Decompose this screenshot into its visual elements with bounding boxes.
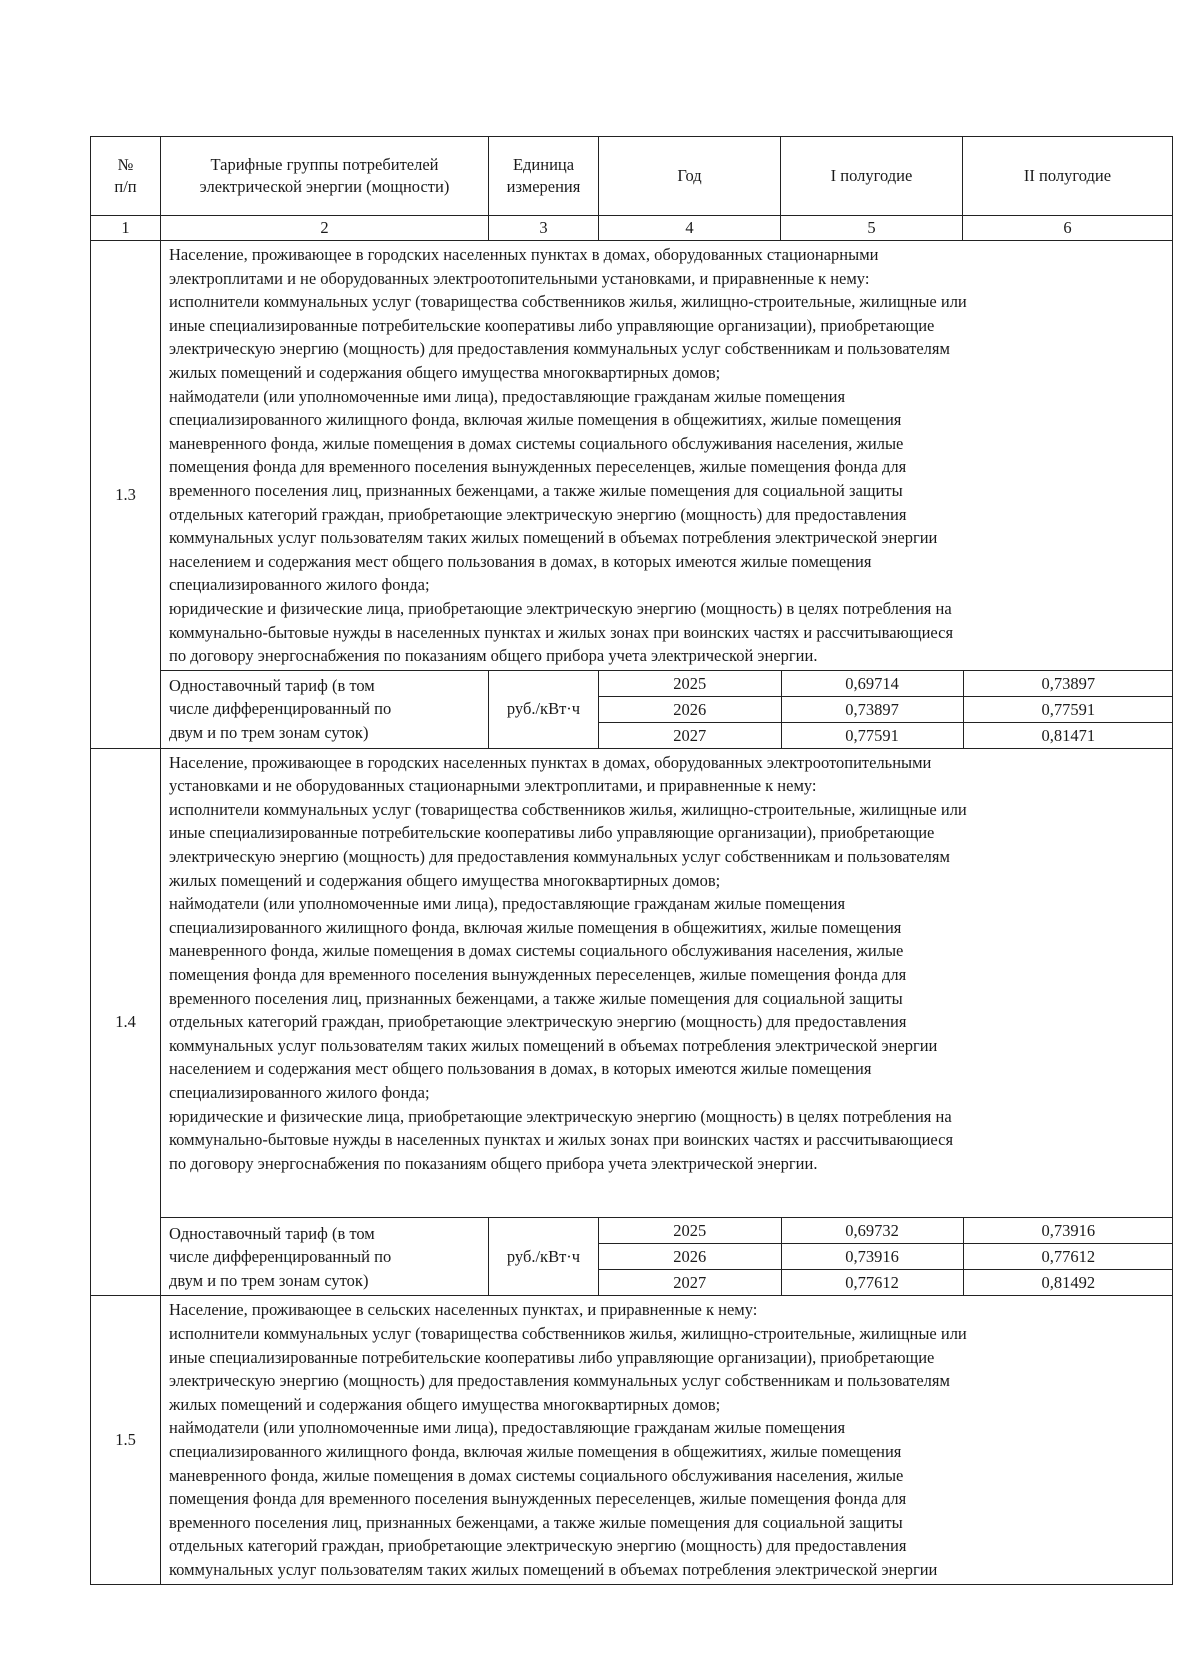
description-line: электроплитами и не оборудованных электроотопительными установками, и приравненные к нему: <box>169 268 870 288</box>
description-line: исполнители коммунальных услуг (товарищества собственников жилья, жилищно-строительные, жилищные или <box>169 799 967 819</box>
description-line: электрическую энергию (мощность) для предоставления коммунальных услуг собственникам и пользователям <box>169 339 950 359</box>
header-unit: Единица измерения <box>489 137 599 216</box>
tariff-half1-value: 0,73897 <box>781 696 963 722</box>
description-line: иные специализированные потребительские кооперативы либо управляющие организации), приобретающие <box>169 315 935 335</box>
description-line: специализированного жилищного фонда, включая жилые помещения в общежитиях, жилые помещения <box>169 410 902 430</box>
description-line: отдельных категорий граждан, приобретающие электрическую энергию (мощность) для предоставления <box>169 1012 907 1032</box>
tariff-half2-value: 0,73916 <box>963 1218 1173 1244</box>
tariff-values <box>599 1218 1173 1296</box>
description-line: специализированного жилого фонда; <box>169 1083 430 1102</box>
description-line: отдельных категорий граждан, приобретающие электрическую энергию (мощность) для предоставления <box>169 1536 907 1556</box>
tariff-half2-value: 0,77591 <box>963 696 1173 722</box>
description-line: временного поселения лиц, признанных беженцами, а также жилые помещения для социальной защиты <box>169 1512 903 1532</box>
tariff-table <box>90 136 1173 1585</box>
description-line: населением и содержания мест общего пользования в домах, в которых имеются жилые помещения <box>169 551 872 571</box>
tariff-year: 2027 <box>673 725 707 745</box>
tariff-label-line: Одноставочный тариф (в том <box>169 1223 375 1243</box>
tariff-values-table <box>599 1218 1173 1295</box>
tariff-half1-value: 0,73916 <box>781 1244 963 1270</box>
description-line: иные специализированные потребительские кооперативы либо управляющие организации), приобретающие <box>169 823 935 843</box>
tariff-label-line: числе дифференцированный по <box>169 1247 392 1267</box>
description-line: помещения фонда для временного поселения вынужденных переселенцев, жилые помещения фонда для <box>169 457 907 477</box>
column-index: 6 <box>963 216 1173 241</box>
header-row <box>91 137 1173 216</box>
description-line: маневренного фонда, жилые помещения в домах системы социального обслуживания населения, жилые <box>169 1465 904 1485</box>
column-index-row <box>91 216 1173 241</box>
header-year: Год <box>599 137 781 216</box>
tariff-values-table <box>599 671 1173 748</box>
column-index: 2 <box>161 216 489 241</box>
description-line: наймодатели (или уполномоченные ими лица), предоставляющие гражданам жилые помещения <box>169 386 846 406</box>
column-index: 1 <box>91 216 161 241</box>
tariff-label-line: числе дифференцированный по <box>169 699 392 719</box>
column-index: 3 <box>489 216 599 241</box>
description-line: коммунально-бытовые нужды в населенных пунктах и жилых зонах при воинских частях и рассчитывающиеся <box>169 1130 954 1150</box>
description-line: маневренного фонда, жилые помещения в домах системы социального обслуживания населения, жилые <box>169 941 904 961</box>
section-description-row <box>91 241 1173 671</box>
tariff-year-row <box>599 671 1173 697</box>
description-line: коммунальных услуг пользователям таких жилых помещений в объемах потребления электрической энергии <box>169 1035 938 1055</box>
description-line: коммунальных услуг пользователям таких жилых помещений в объемах потребления электрической энергии <box>169 528 938 548</box>
tariff-year-row <box>599 1244 1173 1270</box>
tariff-year-row <box>599 722 1173 748</box>
description-line: по договору энергоснабжения по показаниям общего прибора учета электрической энергии. <box>169 646 818 666</box>
tariff-half2-value: 0,81471 <box>963 722 1173 748</box>
tariff-row <box>91 670 1173 748</box>
tariff-year: 2025 <box>599 671 781 697</box>
tariff-half2-value: 0,73897 <box>963 671 1173 697</box>
description-line: наймодатели (или уполномоченные ими лица), предоставляющие гражданам жилые помещения <box>169 1418 846 1438</box>
description-line: юридические и физические лица, приобретающие электрическую энергию (мощность) в целях потребления на <box>169 598 952 618</box>
tariff-half2-value: 0,77612 <box>963 1244 1173 1270</box>
description-line: жилых помещений и содержания общего имущества многоквартирных домов; <box>169 870 721 890</box>
description-line: коммунально-бытовые нужды в населенных пунктах и жилых зонах при воинских частях и рассчитывающиеся <box>169 622 954 642</box>
tariff-label-line: двум и по трем зонам суток) <box>169 1270 369 1290</box>
description-line: Население, проживающее в сельских населенных пунктах, и приравненные к нему: <box>169 1300 758 1320</box>
description-line: специализированного жилищного фонда, включая жилые помещения в общежитиях, жилые помещения <box>169 917 902 937</box>
tariff-year: 2026 <box>599 1244 781 1270</box>
description-line: специализированного жилого фонда; <box>169 575 430 595</box>
description-line: маневренного фонда, жилые помещения в домах системы социального обслуживания населения, жилые <box>169 433 904 453</box>
tariff-year-row <box>599 1218 1173 1244</box>
header-group: Тарифные группы потребителей электрической энергии (мощности) <box>161 137 489 216</box>
tariff-half1-value: 0,77591 <box>781 722 963 748</box>
section-description-row <box>91 1296 1173 1584</box>
tariff-label-line: двум и по трем зонам суток) <box>169 722 369 742</box>
description-line: Население, проживающее в городских населенных пунктах в домах, оборудованных стационарными <box>169 245 879 264</box>
tariff-year: 2025 <box>599 1218 781 1244</box>
section-description <box>161 748 1173 1218</box>
tariff-row <box>91 1218 1173 1296</box>
header-num-line: № <box>117 155 134 174</box>
section-description <box>161 241 1173 671</box>
tariff-unit: руб./кВт·ч <box>489 1218 599 1296</box>
column-index: 5 <box>781 216 963 241</box>
description-line: отдельных категорий граждан, приобретающие электрическую энергию (мощность) для предоставления <box>169 504 907 524</box>
description-line: специализированного жилищного фонда, включая жилые помещения в общежитиях, жилые помещения <box>169 1441 902 1461</box>
tariff-half1-value: 0,69732 <box>781 1218 963 1244</box>
description-line: жилых помещений и содержания общего имущества многоквартирных домов; <box>169 362 721 382</box>
tariff-label <box>161 1218 489 1296</box>
tariff-year-row <box>599 1270 1173 1296</box>
section-number: 1.3 <box>91 241 161 749</box>
description-line: исполнители коммунальных услуг (товарищества собственников жилья, жилищно-строительные, жилищные или <box>169 1323 967 1343</box>
section-number: 1.4 <box>91 748 161 1296</box>
header-num-line: п/п <box>114 177 137 196</box>
description-line: электрическую энергию (мощность) для предоставления коммунальных услуг собственникам и пользователям <box>169 1371 950 1391</box>
description-line: электрическую энергию (мощность) для предоставления коммунальных услуг собственникам и пользователям <box>169 847 950 867</box>
description-line: установками и не оборудованных стационарными электроплитами, и приравненные к нему: <box>169 776 817 796</box>
description-line: Население, проживающее в городских населенных пунктах в домах, оборудованных электроотопительными <box>169 752 932 772</box>
header-half1: I полугодие <box>781 137 963 216</box>
section-description <box>161 1296 1173 1584</box>
description-line: временного поселения лиц, признанных беженцами, а также жилые помещения для социальной защиты <box>169 988 903 1008</box>
tariff-year: 2026 <box>599 696 781 722</box>
description-line: помещения фонда для временного поселения вынужденных переселенцев, жилые помещения фонда для <box>169 965 907 985</box>
tariff-label <box>161 670 489 748</box>
description-line: коммунальных услуг пользователям таких жилых помещений в объемах потребления электрической энергии <box>169 1559 938 1579</box>
tariff-unit: руб./кВт·ч <box>489 670 599 748</box>
header-half2: II полугодие <box>963 137 1173 216</box>
description-line: помещения фонда для временного поселения вынужденных переселенцев, жилые помещения фонда для <box>169 1489 907 1509</box>
tariff-half2-value: 0,81492 <box>963 1270 1173 1296</box>
tariff-values <box>599 670 1173 748</box>
blank-spacer <box>169 1175 1164 1215</box>
section-number: 1.5 <box>91 1296 161 1584</box>
description-line: по договору энергоснабжения по показаниям общего прибора учета электрической энергии. <box>169 1153 818 1173</box>
tariff-half1-value: 0,69714 <box>781 671 963 697</box>
description-line: наймодатели (или уполномоченные ими лица), предоставляющие гражданам жилые помещения <box>169 894 846 914</box>
tariff-year: 2027 <box>673 1273 707 1293</box>
description-line: юридические и физические лица, приобретающие электрическую энергию (мощность) в целях потребления на <box>169 1106 952 1126</box>
description-line: населением и содержания мест общего пользования в домах, в которых имеются жилые помещения <box>169 1059 872 1079</box>
description-line: жилых помещений и содержания общего имущества многоквартирных домов; <box>169 1394 721 1414</box>
description-line: временного поселения лиц, признанных беженцами, а также жилые помещения для социальной защиты <box>169 480 903 500</box>
tariff-year-row <box>599 696 1173 722</box>
column-index: 4 <box>599 216 781 241</box>
section-description-row <box>91 748 1173 1218</box>
tariff-label-line: Одноставочный тариф (в том <box>169 675 375 695</box>
description-line: иные специализированные потребительские кооперативы либо управляющие организации), приобретающие <box>169 1347 935 1367</box>
header-num <box>91 137 161 216</box>
description-line: исполнители коммунальных услуг (товарищества собственников жилья, жилищно-строительные, жилищные или <box>169 292 967 312</box>
tariff-half1-value: 0,77612 <box>781 1270 963 1296</box>
